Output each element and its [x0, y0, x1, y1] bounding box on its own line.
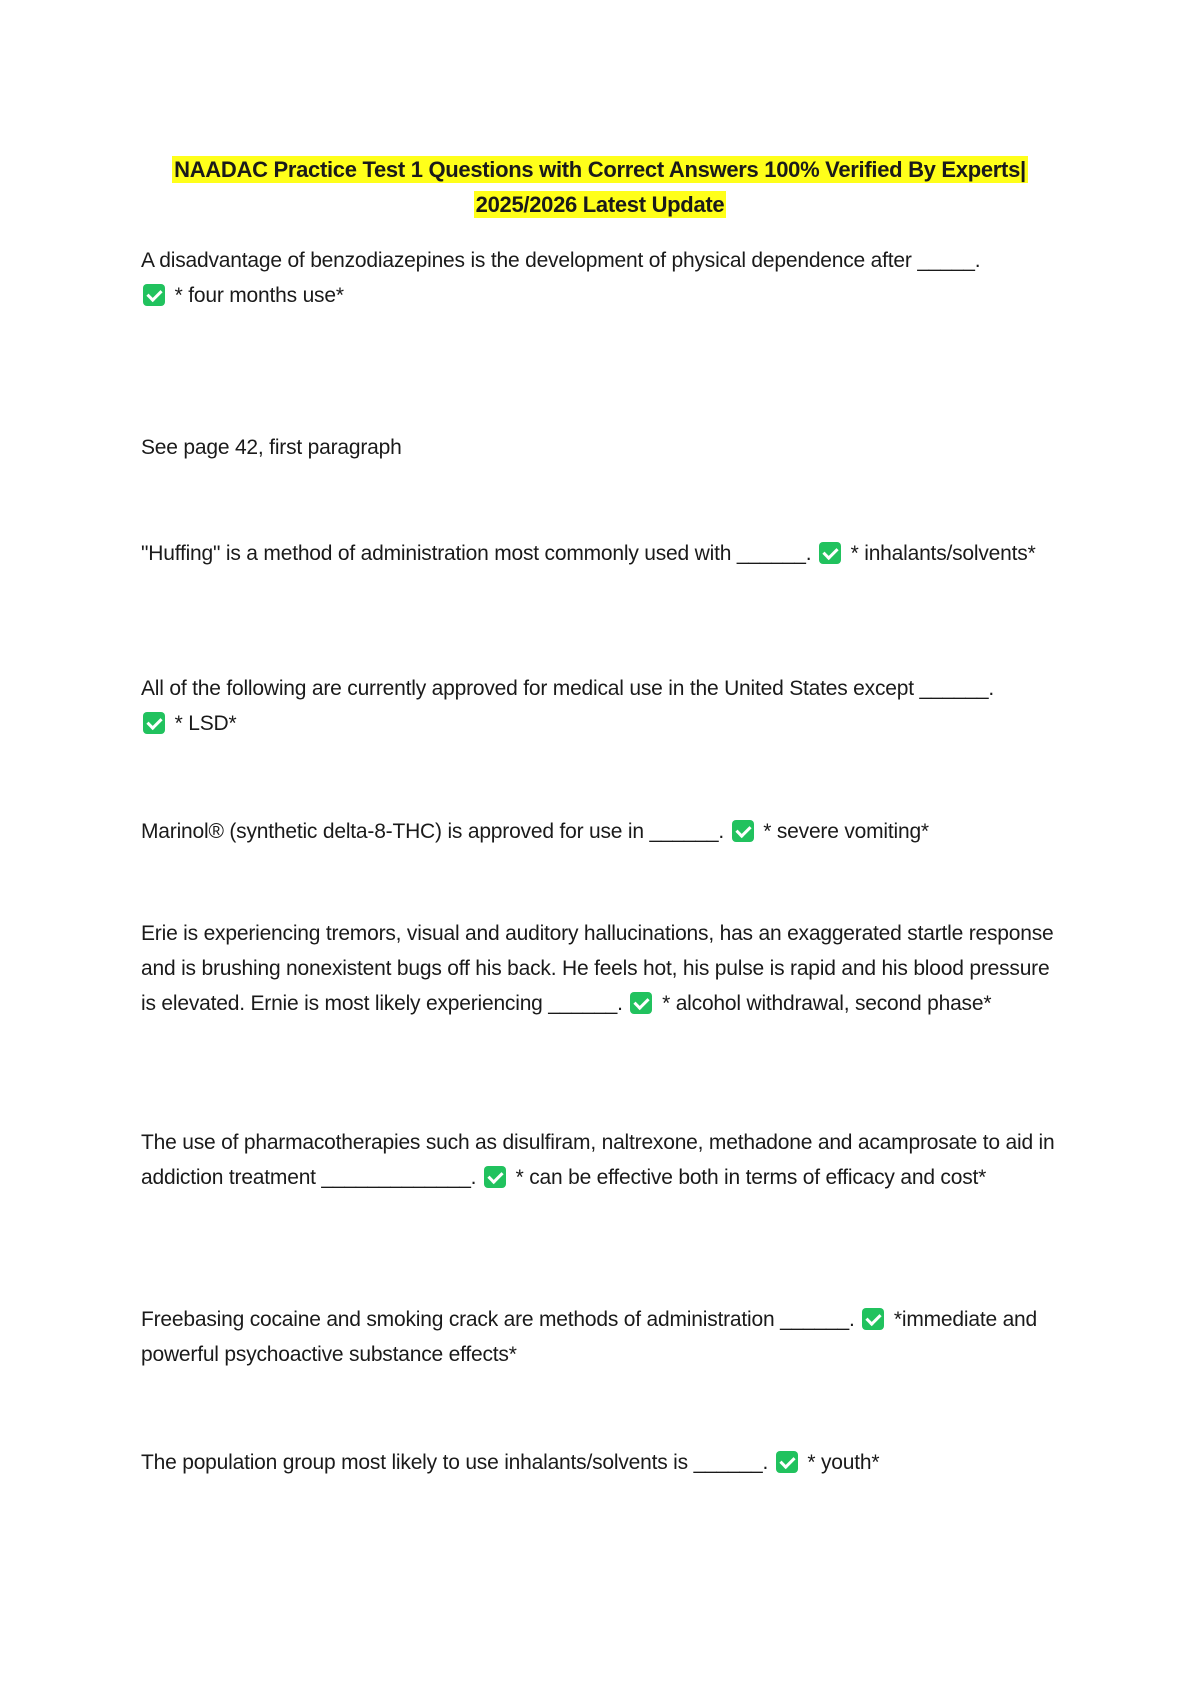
- check-box-icon: [776, 1451, 798, 1473]
- title-line-1: NAADAC Practice Test 1 Questions with Correct Answers 100% Verified By Experts|: [174, 157, 1026, 182]
- check-box-icon: [143, 284, 165, 306]
- question-text: Marinol® (synthetic delta-8-THC) is approved for use in ______.: [141, 820, 724, 843]
- question-text: A disadvantage of benzodiazepines is the development of physical dependence after _____.: [141, 249, 981, 272]
- qa-item: [141, 814, 1061, 849]
- reference-note: [141, 430, 1061, 465]
- title-line-2: 2025/2026 Latest Update: [475, 192, 725, 217]
- answer-text: * alcohol withdrawal, second phase*: [662, 992, 992, 1015]
- note-text: See page 42, first paragraph: [141, 436, 402, 459]
- check-box-icon: [862, 1308, 884, 1330]
- check-box-icon: [732, 820, 754, 842]
- qa-item: [141, 916, 1061, 1021]
- check-box-icon: [143, 712, 165, 734]
- answer-text: * youth*: [807, 1451, 880, 1474]
- question-text: The population group most likely to use inhalants/solvents is ______.: [141, 1451, 769, 1474]
- question-text: Freebasing cocaine and smoking crack are methods of administration ______.: [141, 1308, 855, 1331]
- qa-item: [141, 243, 1061, 313]
- answer-text: * LSD*: [174, 712, 237, 735]
- question-text: All of the following are currently approved for medical use in the United States except ______.: [141, 677, 995, 700]
- qa-item: [141, 1125, 1061, 1195]
- answer-text: * can be effective both in terms of efficacy and cost*: [515, 1166, 987, 1189]
- question-text: The use of pharmacotherapies such as disulfiram, naltrexone, methadone and acamprosate to aid in addiction treatment _____________.: [141, 1131, 1055, 1189]
- answer-text: * inhalants/solvents*: [850, 542, 1036, 565]
- answer-text: * four months use*: [174, 284, 344, 307]
- question-text: Erie is experiencing tremors, visual and auditory hallucinations, has an exaggerated startle response and is brushing nonexistent bugs off his back. He feels hot, his pulse is rapid and his blood pressure is elevated. Ernie is most likely experiencing ______.: [141, 922, 1054, 1015]
- question-text: "Huffing" is a method of administration most commonly used with ______.: [141, 542, 812, 565]
- check-box-icon: [819, 542, 841, 564]
- answer-text: * severe vomiting*: [763, 820, 929, 843]
- document-title: [150, 152, 1050, 222]
- qa-item: [141, 536, 1061, 571]
- qa-item: [141, 1445, 1061, 1480]
- check-box-icon: [484, 1166, 506, 1188]
- answer-text: *immediate and powerful psychoactive substance effects*: [141, 1308, 1038, 1366]
- qa-item: [141, 671, 1061, 741]
- check-box-icon: [630, 992, 652, 1014]
- qa-item: [141, 1302, 1061, 1372]
